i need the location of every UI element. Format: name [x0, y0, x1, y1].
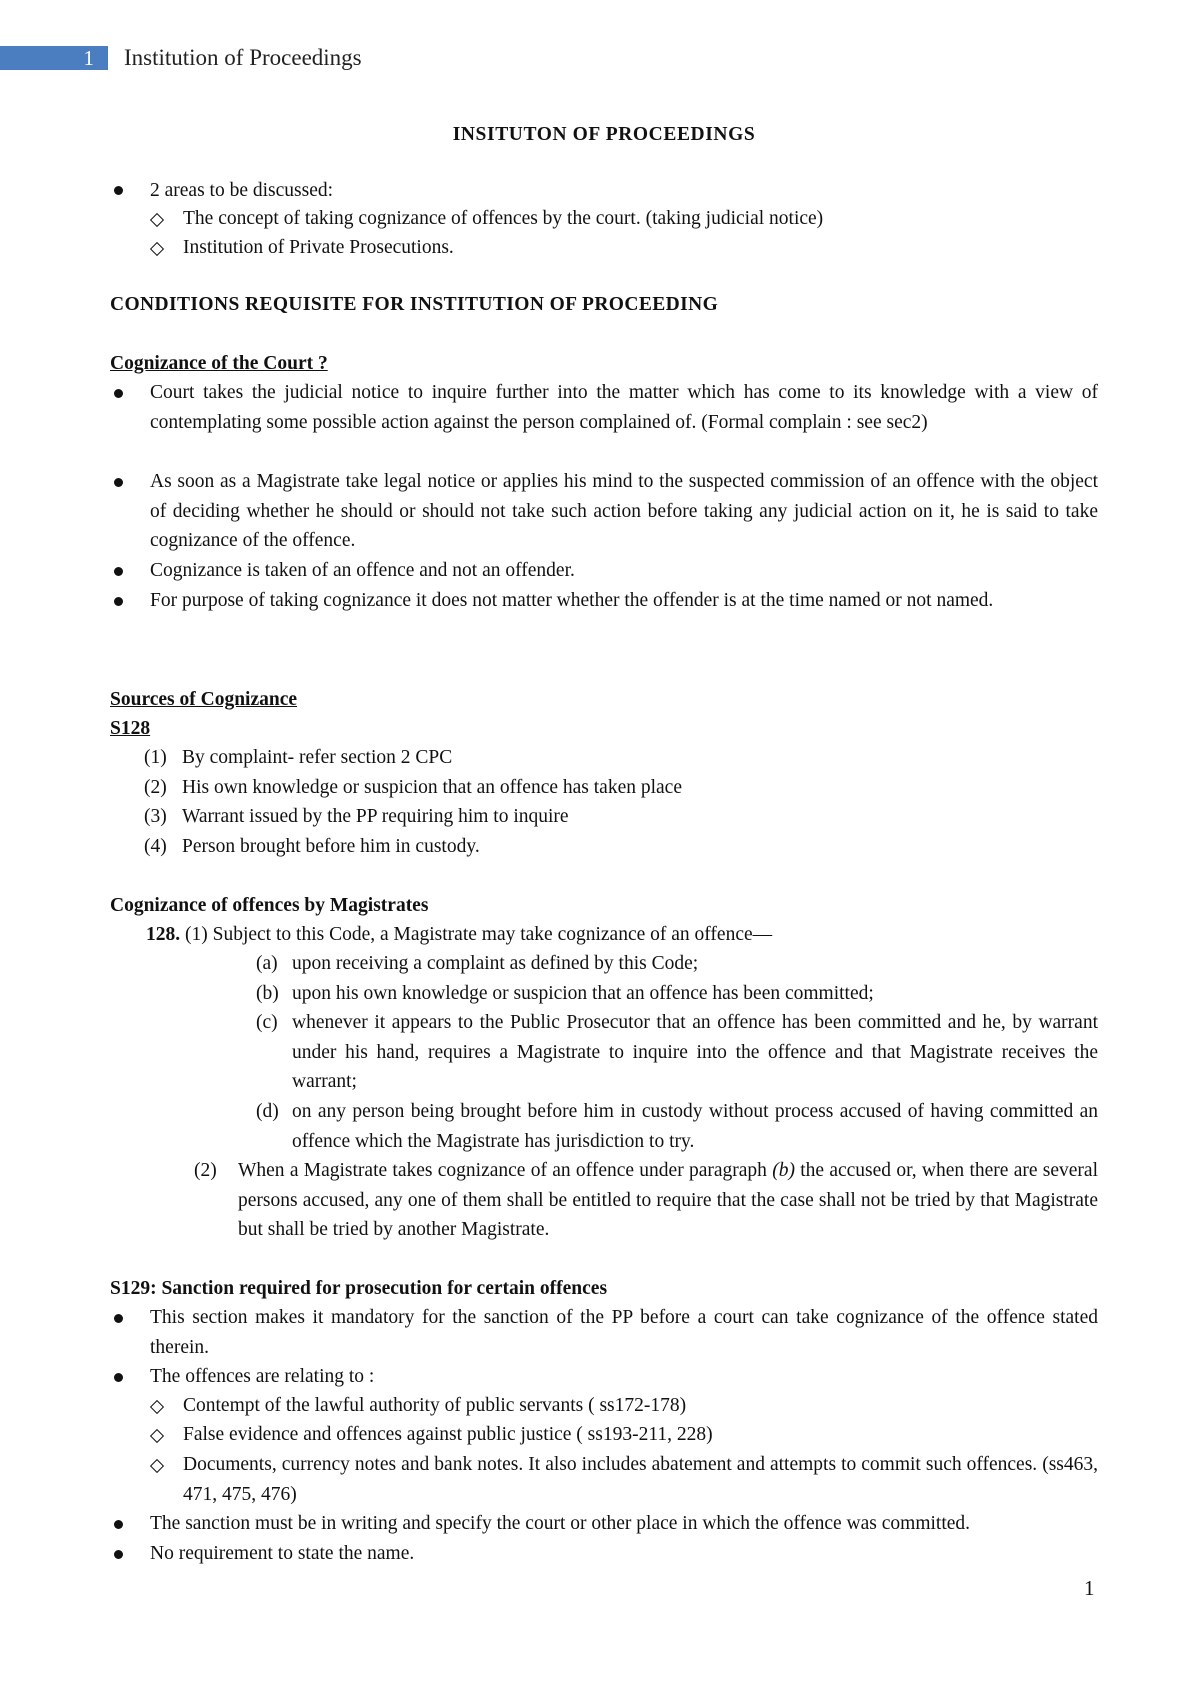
bullet-icon — [114, 1520, 123, 1529]
source-number: (4) — [144, 836, 167, 857]
source-number: (1) — [144, 747, 167, 768]
source-text: Person brought before him in custody. — [182, 836, 480, 857]
s129-bullet: No requirement to state the name. — [150, 1543, 415, 1564]
subsection-2-italic: (b) — [772, 1160, 795, 1181]
cognizance-bullet: As soon as a Magistrate take legal notice or applies his mind to the suspected commission of an offence with the object of deciding whether he should or should not take such action before taking any judicial action on it, he is said to take cognizance of the offence. — [150, 471, 1098, 552]
bullet-icon — [114, 597, 123, 606]
sources-section: S128 — [110, 718, 151, 739]
diamond-bullet-icon — [150, 1400, 164, 1414]
source-text: Warrant issued by the PP requiring him to inquire — [182, 806, 569, 827]
intro-lead: 2 areas to be discussed: — [150, 180, 334, 201]
sources-heading: Sources of Cognizance — [110, 689, 298, 710]
clause-letter: (c) — [256, 1012, 278, 1033]
cognizance-court-heading: Cognizance of the Court ? — [110, 353, 328, 374]
bullet-icon — [114, 1373, 123, 1382]
subsection-2-text — [238, 1156, 1098, 1245]
document-title: INSITUTON OF PROCEEDINGS — [452, 124, 756, 145]
header-page-number: 1 — [0, 46, 108, 70]
section-128-intro — [146, 920, 772, 950]
intro-item: The concept of taking cognizance of offences by the court. (taking judicial notice) — [183, 208, 824, 229]
cognizance-bullet: For purpose of taking cognizance it does not matter whether the offender is at the time named or not named. — [150, 590, 994, 611]
section-128-text: (1) Subject to this Code, a Magistrate may take cognizance of an offence— — [180, 924, 773, 945]
clause-text: on any person being brought before him in custody without process accused of having committed an offence which the Magistrate has jurisdiction to try. — [292, 1101, 1098, 1152]
cognizance-bullet: Cognizance is taken of an offence and not an offender. — [150, 560, 575, 581]
clause-text: upon his own knowledge or suspicion that an offence has been committed; — [292, 983, 874, 1004]
section-128-number: 128. — [146, 924, 181, 945]
diamond-bullet-icon — [150, 213, 164, 227]
header-title: Institution of Proceedings — [124, 45, 362, 70]
bullet-icon — [114, 1550, 123, 1559]
clause-letter: (a) — [256, 953, 278, 974]
source-text: By complaint- refer section 2 CPC — [182, 747, 453, 768]
magistrates-heading: Cognizance of offences by Magistrates — [110, 895, 429, 916]
clause-text: whenever it appears to the Public Prosecutor that an offence has been committed and he, by warrant under his hand, requires a Magistrate to inquire into the offence and that Magistrate receives the warrant; — [292, 1012, 1098, 1093]
page-header — [0, 42, 1200, 74]
diamond-bullet-icon — [150, 242, 164, 256]
s129-bullet: This section makes it mandatory for the sanction of the PP before a court can take cognizance of the offence stated therein. — [150, 1307, 1098, 1358]
bullet-icon — [114, 389, 123, 398]
bullet-icon — [114, 567, 123, 576]
bullet-icon — [114, 478, 123, 487]
clause-letter: (d) — [256, 1101, 279, 1122]
s129-heading: S129: Sanction required for prosecution for certain offences — [110, 1278, 608, 1299]
clause-letter: (b) — [256, 983, 279, 1004]
s129-bullet: The offences are relating to : — [150, 1366, 375, 1387]
s129-bullet: The sanction must be in writing and specify the court or other place in which the offence was committed. — [150, 1513, 971, 1534]
conditions-heading: CONDITIONS REQUISITE FOR INSTITUTION OF PROCEEDING — [110, 294, 719, 315]
offence-item: Contempt of the lawful authority of public servants ( ss172-178) — [183, 1395, 687, 1416]
bullet-icon — [114, 1314, 123, 1323]
offence-item: False evidence and offences against public justice ( ss193-211, 228) — [183, 1424, 713, 1445]
offence-item: Documents, currency notes and bank notes. It also includes abatement and attempts to commit such offences. (ss463, 471, 475, 476) — [183, 1454, 1098, 1505]
clause-text: upon receiving a complaint as defined by this Code; — [292, 953, 699, 974]
subsection-2-text-after: the accused or, when there are several persons accused, any one of them shall be entitled to require that the case shall not be tried by that Magistrate but shall be tried by another Magistrate. — [238, 1160, 1098, 1241]
intro-item: Institution of Private Prosecutions. — [183, 237, 454, 258]
diamond-bullet-icon — [150, 1459, 164, 1473]
source-number: (2) — [144, 777, 167, 798]
source-text: His own knowledge or suspicion that an offence has taken place — [182, 777, 682, 798]
footer-page-number: 1 — [1084, 1576, 1095, 1600]
subsection-2-text-before: When a Magistrate takes cognizance of an offence under paragraph — [238, 1160, 773, 1181]
source-number: (3) — [144, 806, 167, 827]
bullet-icon — [114, 186, 123, 195]
cognizance-bullet: Court takes the judicial notice to inquire further into the matter which has come to its knowledge with a view of contemplating some possible action against the person complained of. (Formal complain : see sec2) — [150, 382, 1098, 433]
subsection-number: (2) — [194, 1160, 217, 1181]
diamond-bullet-icon — [150, 1429, 164, 1443]
